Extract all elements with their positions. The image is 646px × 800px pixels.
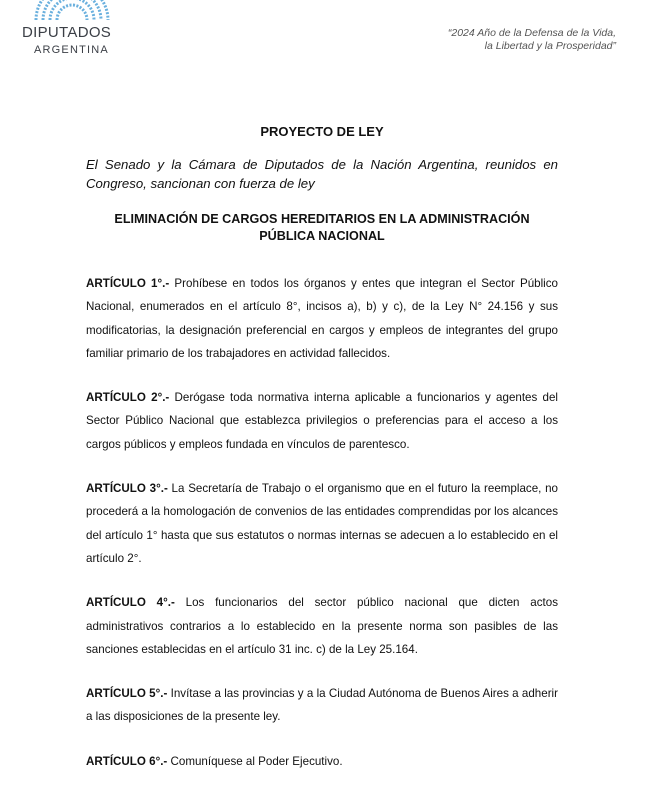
motto-line: “2024 Año de la Defensa de la Vida,	[447, 27, 616, 39]
logo-title: DIPUTADOS	[22, 24, 112, 41]
enacting-clause: El Senado y la Cámara de Diputados de la Nación Argentina, reunidos en Congreso, sancionan con fuerza de ley	[86, 157, 558, 191]
year-motto	[448, 27, 616, 53]
document-body	[86, 124, 558, 794]
page-header	[0, 0, 646, 70]
motto-line: la Libertad y la Prosperidad”	[484, 40, 616, 52]
article-5	[86, 682, 558, 729]
document-title: PROYECTO DE LEY	[260, 124, 384, 139]
article-6	[86, 750, 558, 773]
article-text: Derógase toda normativa interna aplicable a funcionarios y agentes del Sector Público Nacional que establezca privilegios o preferencias para el acceso a los cargos públicos y empleos fundada en vínculos de parentesco.	[86, 391, 559, 451]
article-2	[86, 386, 558, 456]
article-label: ARTÍCULO 1°.-	[86, 277, 170, 290]
diputados-logo	[22, 0, 122, 64]
article-1	[86, 272, 558, 365]
article-text: Invítase a las provincias y a la Ciudad Autónoma de Buenos Aires a adherir a las disposiciones de la presente ley.	[86, 687, 558, 724]
article-4	[86, 591, 558, 661]
article-label: ARTÍCULO 2°.-	[86, 391, 170, 405]
article-text: Comuníquese al Poder Ejecutivo.	[167, 754, 343, 768]
congress-dome-icon	[34, 0, 110, 22]
article-label: ARTÍCULO 6°.-	[86, 754, 168, 768]
article-3	[86, 477, 558, 570]
article-label: ARTÍCULO 3°.-	[86, 482, 168, 496]
article-text: La Secretaría de Trabajo o el organismo que en el futuro la reemplace, no procederá a la homologación de convenios de las entidades comprendidas por los alcances del artículo 1° hasta que sus estatutos o normas internas se adecuen a lo establecido en el artículo 2°.	[86, 482, 559, 565]
law-subject: ELIMINACIÓN DE CARGOS HEREDITARIOS EN LA ADMINISTRACIÓN PÚBLICA NACIONAL	[114, 212, 530, 243]
article-label: ARTÍCULO 4°.-	[86, 596, 175, 610]
logo-subtitle: ARGENTINA	[34, 44, 109, 56]
article-text: Prohíbese en todos los órganos y entes que integran el Sector Público Nacional, enumerados en el artículo 8°, incisos a), b) y c), de la Ley N° 24.156 y sus modificatorias, la designación preferencial en cargos y empleos de integrantes del grupo familiar primario de los trabajadores en actividad fallecidos.	[86, 277, 559, 360]
article-label: ARTÍCULO 5°.-	[86, 687, 168, 701]
article-text: Los funcionarios del sector público nacional que dicten actos administrativos contrarios a lo establecido en la presente norma son pasibles de las sanciones establecidas en el artículo 31 inc. c) de la Ley 25.164.	[86, 596, 558, 656]
